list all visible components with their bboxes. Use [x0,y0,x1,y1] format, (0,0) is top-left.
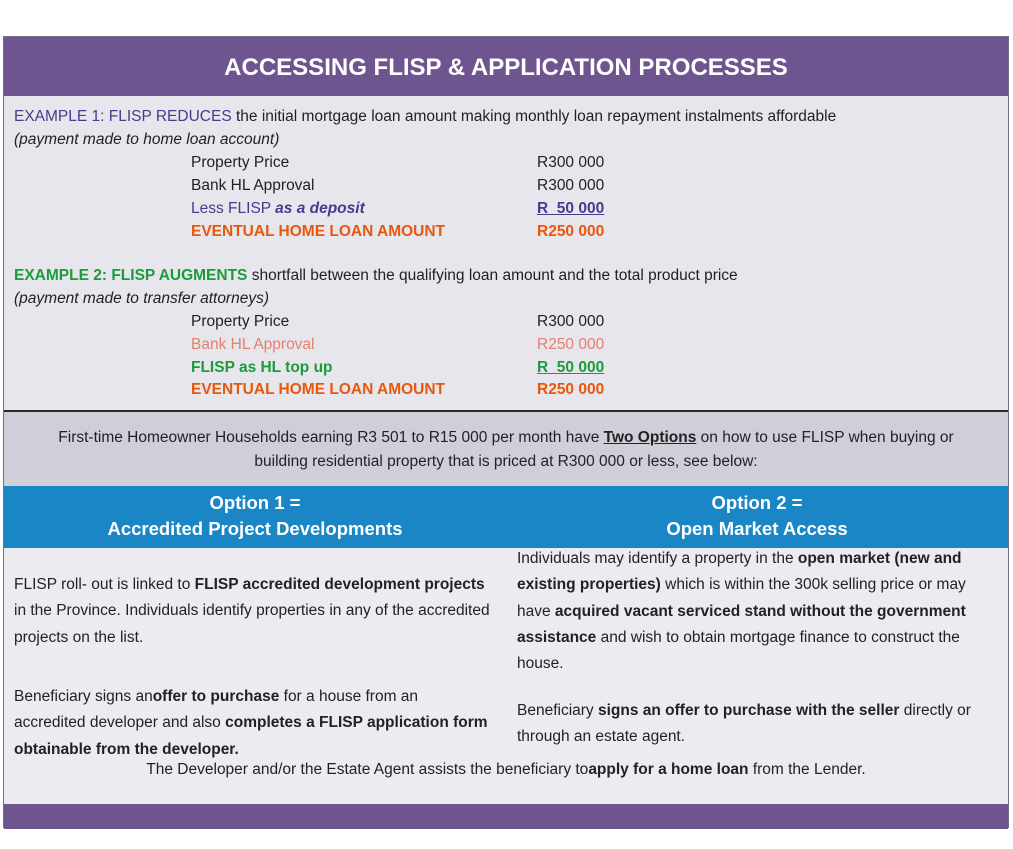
option2-p2-text2: directly or through an estate agent. [517,702,971,746]
example2-title: EXAMPLE 2: FLISP AUGMENTS [14,267,248,284]
option1-heading-line2: Accredited Project Developments [107,518,403,539]
example2-row-label: FLISP as HL top up [191,359,333,376]
example2-row-label: Bank HL Approval [191,336,315,353]
example2-note: (payment made to transfer attorneys) [14,290,270,307]
option2-paragraph-2 [517,698,995,751]
intro-line2: building residential property that is priced at R300 000 or less, see below: [254,453,758,470]
option1-p1-text2: in the Province. Individuals identify properties in any of the accredited projects on the list. [14,602,490,646]
example1-row-label: EVENTUAL HOME LOAN AMOUNT [191,223,446,240]
option1-p2-text: Beneficiary signs an [14,688,153,705]
option2-p1-bold: open market (new and existing properties) [517,550,962,594]
options-bar [4,486,1008,548]
example1-row-value: R300 000 [537,177,605,194]
example2-row-value: R250 000 [537,336,605,353]
example2-heading [14,267,738,285]
option2-p1-text: Individuals may identify a property in the [517,550,798,567]
intro-part1: First-time Homeowner Households earning R3 501 to R15 000 per month have [58,429,604,446]
option2-heading-line2: Open Market Access [666,518,848,539]
option2-paragraph-1 [517,546,995,677]
flisp-panel [3,36,1009,828]
example1-row-label: Property Price [191,154,290,171]
example2-row-value: R 50 000 [537,359,605,376]
example1-row-label-text: Less FLISP [191,200,276,217]
example2-desc: shortfall between the qualifying loan amount and the total product price [247,267,738,284]
intro-text [4,410,1008,486]
example1-row-label: Bank HL Approval [191,177,315,194]
option1-paragraph-2 [14,684,492,763]
example2-row-value: R300 000 [537,313,605,330]
example1-row-value: R 50 000 [537,200,605,217]
option2-p2-text: Beneficiary [517,702,598,719]
option1-p2-bold2: completes a FLISP application form obtainable from the developer. [14,714,488,758]
option2-p1-text2: which is within the 300k selling price or may have [517,576,966,620]
option1-p2-bold: offer to purchase [152,688,280,705]
option1-p1-bold: FLISP accredited development projects [194,576,485,593]
example2-row-label: EVENTUAL HOME LOAN AMOUNT [191,381,446,398]
option1-heading-line1: Option 1 = [209,492,301,513]
two-options-link: Two Options [603,429,697,446]
example1-note: (payment made to home loan account) [14,131,280,148]
example1-row-label-em: as a deposit [275,200,365,217]
example2-row-value: R250 000 [537,381,605,398]
option2-heading-line1: Option 2 = [711,492,803,513]
option1-paragraph-1 [14,572,492,651]
option2-p1-text3: and wish to obtain mortgage finance to construct the house. [517,628,960,673]
bottom-bar [4,804,1008,829]
example1-heading [14,108,836,126]
option1-heading [4,490,506,542]
page-title: ACCESSING FLISP & APPLICATION PROCESSES [4,37,1008,96]
example1-desc: the initial mortgage loan amount making monthly loan repayment instalments affordable [231,108,837,125]
intro-line1 [4,426,1008,450]
example1-row-label [191,200,365,218]
option1-p2-text2: for a house from an accredited developer and also [14,688,419,732]
example1-row-value: R250 000 [537,223,605,240]
examples-section [4,96,1008,410]
footer-text [4,761,1008,779]
footer-text-a: The Developer and/or the Estate Agent assists the beneficiary to [146,761,589,778]
option1-p1-text: FLISP roll- out is linked to [14,576,195,593]
example1-title: EXAMPLE 1: FLISP REDUCES [14,108,232,125]
example1-row-value: R300 000 [537,154,605,171]
footer-text-bold: apply for a home loan [588,761,749,778]
option2-p2-bold: signs an offer to purchase with the seller [597,702,900,719]
option2-heading [506,490,1008,542]
option2-p1-bold2: acquired vacant serviced stand without the government assistance [517,602,966,646]
example2-row-label: Property Price [191,313,290,330]
intro-part2: on how to use FLISP when buying or [696,429,954,446]
footer-text-c: from the Lender. [748,761,866,778]
